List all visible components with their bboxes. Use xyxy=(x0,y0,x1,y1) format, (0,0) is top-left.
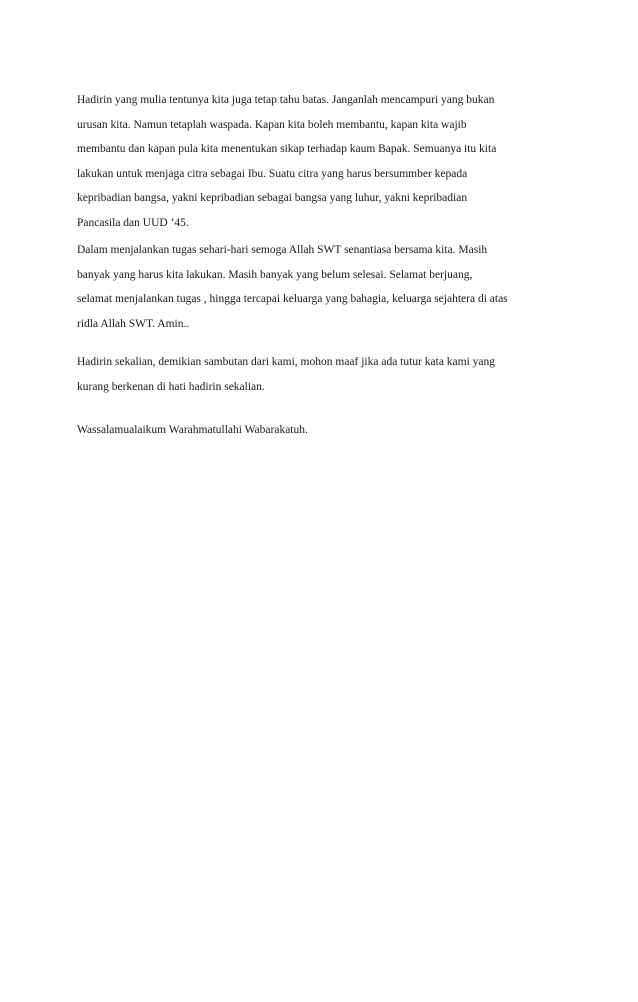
text-line: banyak yang harus kita lakukan. Masih banyak yang belum selesai. Selamat berjuang, xyxy=(77,268,473,281)
text-line: Dalam menjalankan tugas sehari-hari semoga Allah SWT senantiasa bersama kita. Masih xyxy=(77,244,488,256)
paragraph-1 xyxy=(77,88,577,235)
text-line: lakukan untuk menjaga citra sebagai Ibu. Suatu citra yang harus bersummber kepada xyxy=(77,167,468,180)
paragraph-3 xyxy=(77,350,577,399)
text-line: Hadirin yang mulia tentunya kita juga tetap tahu batas. Janganlah mencampuri yang bukan xyxy=(77,94,495,106)
text-line: selamat menjalankan tugas , hingga tercapai keluarga yang bahagia, keluarga sejahtera di atas xyxy=(77,293,508,305)
text-line: membantu dan kapan pula kita menentukan sikap terhadap kaum Bapak. Semuanya itu kita xyxy=(77,143,497,155)
text-line: kurang berkenan di hati hadirin sekalian. xyxy=(77,380,265,393)
text-line: Pancasila dan UUD ‘45. xyxy=(77,216,189,229)
paragraph-2 xyxy=(77,238,577,336)
text-line: Wassalamualaikum Warahmatullahi Wabarakatuh. xyxy=(77,424,308,436)
text-line: ridla Allah SWT. Amin.. xyxy=(77,317,190,330)
text-line: kepribadian bangsa, yakni kepribadian sebagai bangsa yang luhur, yakni kepribadian xyxy=(77,192,468,204)
text-line: Hadirin sekalian, demikian sambutan dari kami, mohon maaf jika ada tutur kata kami yang xyxy=(77,356,496,368)
text-line: urusan kita. Namun tetaplah waspada. Kapan kita boleh membantu, kapan kita wajib xyxy=(77,118,467,131)
closing-salutation xyxy=(77,418,577,443)
